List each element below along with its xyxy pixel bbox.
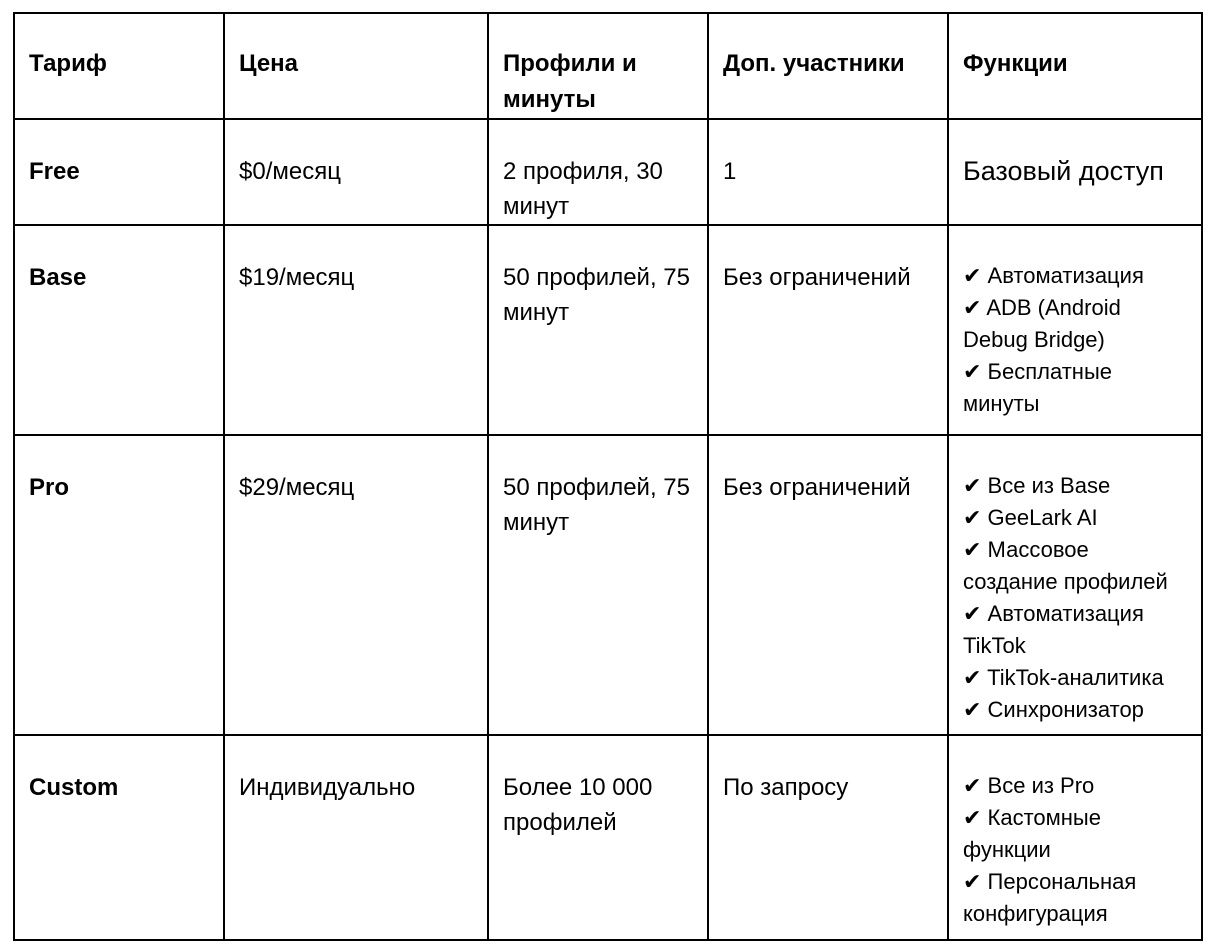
header-features: Функции	[948, 13, 1202, 119]
feature-item: ✔ Персональная конфигурация	[963, 869, 1137, 926]
header-row	[14, 13, 1202, 119]
feature-item: ✔ TikTok-аналитика	[963, 665, 1164, 690]
cell-profiles: 2 профиля, 30 минут	[488, 119, 708, 225]
header-price: Цена	[224, 13, 488, 119]
cell-profiles: Более 10 000 профилей	[488, 735, 708, 940]
cell-features	[948, 119, 1202, 225]
feature-item: Базовый доступ	[963, 156, 1164, 186]
cell-price: $0/месяц	[224, 119, 488, 225]
feature-item: ✔ Все из Base	[963, 473, 1111, 498]
cell-price: $19/месяц	[224, 225, 488, 435]
cell-tier: Pro	[14, 435, 224, 735]
header-tier: Тариф	[14, 13, 224, 119]
feature-item: ✔ Бесплатные минуты	[963, 359, 1112, 416]
feature-item: ✔ GeeLark AI	[963, 505, 1098, 530]
cell-features	[948, 435, 1202, 735]
cell-features	[948, 735, 1202, 940]
cell-members: По запросу	[708, 735, 948, 940]
cell-profiles: 50 профилей, 75 минут	[488, 435, 708, 735]
cell-price: Индивидуально	[224, 735, 488, 940]
feature-item: ✔ ADB (Android Debug Bridge)	[963, 295, 1121, 352]
feature-item: ✔ Массовое создание профилей	[963, 537, 1168, 594]
feature-item: ✔ Синхронизатор	[963, 697, 1144, 722]
cell-tier: Free	[14, 119, 224, 225]
cell-price: $29/месяц	[224, 435, 488, 735]
cell-features	[948, 225, 1202, 435]
feature-item: ✔ Кастомные функции	[963, 805, 1101, 862]
cell-members: Без ограничений	[708, 435, 948, 735]
feature-item: ✔ Автоматизация	[963, 263, 1144, 288]
cell-profiles: 50 профилей, 75 минут	[488, 225, 708, 435]
table-row-pro	[14, 435, 1202, 735]
header-profiles: Профили и минуты	[488, 13, 708, 119]
table-row-free	[14, 119, 1202, 225]
header-members: Доп. участники	[708, 13, 948, 119]
table-row-base	[14, 225, 1202, 435]
cell-members: 1	[708, 119, 948, 225]
cell-tier: Custom	[14, 735, 224, 940]
pricing-table	[13, 12, 1203, 941]
table-row-custom	[14, 735, 1202, 940]
cell-tier: Base	[14, 225, 224, 435]
feature-item: ✔ Все из Pro	[963, 773, 1095, 798]
feature-item: ✔ Автоматизация TikTok	[963, 601, 1144, 658]
cell-members: Без ограничений	[708, 225, 948, 435]
